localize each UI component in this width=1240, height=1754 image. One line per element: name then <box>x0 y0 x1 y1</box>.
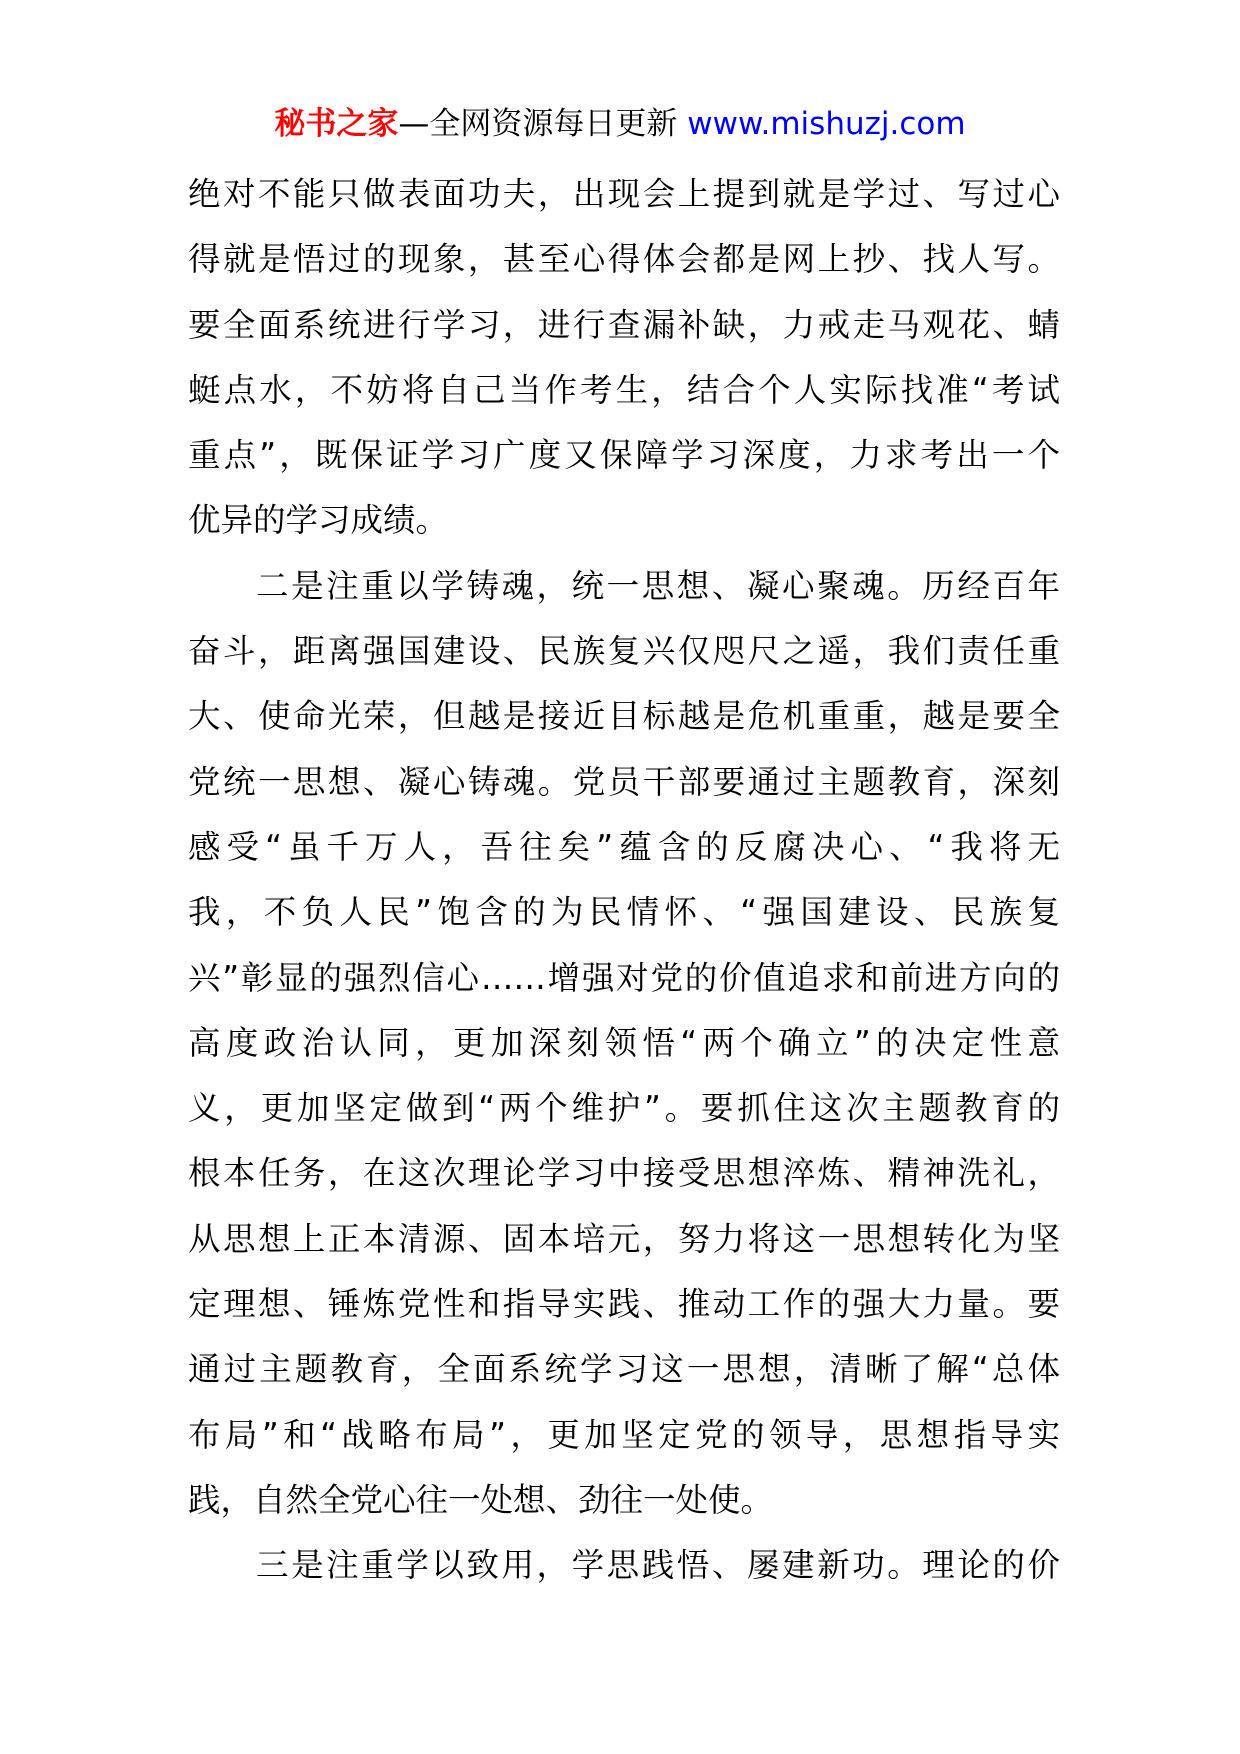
text-line: 兴”彰显的强烈信心……增强对党的价值追求和前进方向的 <box>188 958 1060 997</box>
site-url-link[interactable]: www.mishuzj.com <box>687 106 966 142</box>
site-header <box>0 102 1240 146</box>
text-line: 要全面系统进行学习，进行查漏补缺，力戒走马观花、蜻 <box>188 305 1060 344</box>
text-line: 奋斗，距离强国建设、民族复兴仅咫尺之遥，我们责任重 <box>188 632 1060 671</box>
text-line: 从思想上正本清源、固本培元，努力将这一思想转化为坚 <box>188 1219 1060 1258</box>
text-line: 践，自然全党心往一处想、劲往一处使。 <box>188 1480 774 1519</box>
text-line: 定理想、锤炼党性和指导实践、推动工作的强大力量。要 <box>188 1285 1060 1324</box>
text-line: 感受“虽千万人，吾往矣”蕴含的反腐决心、“我将无 <box>188 827 1060 866</box>
text-line: 蜓点水，不妨将自己当作考生，结合个人实际找准“考试 <box>188 370 1060 409</box>
site-tagline: —全网资源每日更新 <box>398 106 688 142</box>
text-line: 优异的学习成绩。 <box>188 501 449 540</box>
text-line: 绝对不能只做表面功夫，出现会上提到就是学过、写过心 <box>188 175 1060 213</box>
text-line: 根本任务，在这次理论学习中接受思想淬炼、精神洗礼， <box>188 1154 1060 1193</box>
text-line: 重点”，既保证学习广度又保障学习深度，力求考出一个 <box>188 436 1060 475</box>
paragraph-heading-line: 三是注重学以致用，学思践悟、屡建新功。理论的价 <box>256 1546 1060 1585</box>
paragraph-heading-line: 二是注重以学铸魂，统一思想、凝心聚魂。历经百年 <box>256 566 1060 605</box>
text-line: 党统一思想、凝心铸魂。党员干部要通过主题教育，深刻 <box>188 762 1060 801</box>
text-line: 我，不负人民”饱含的为民情怀、“强国建设、民族复 <box>188 893 1060 932</box>
text-line: 通过主题教育，全面系统学习这一思想，清晰了解“总体 <box>188 1350 1060 1389</box>
text-line: 义，更加坚定做到“两个维护”。要抓住这次主题教育的 <box>188 1089 1060 1128</box>
text-line: 大、使命光荣，但越是接近目标越是危机重重，越是要全 <box>188 697 1060 736</box>
document-body <box>188 162 1060 1599</box>
text-line: 高度政治认同，更加深刻领悟“两个确立”的决定性意 <box>188 1023 1060 1062</box>
text-line: 布局”和“战略布局”，更加坚定党的领导，思想指导实 <box>188 1415 1060 1454</box>
text-line: 得就是悟过的现象，甚至心得体会都是网上抄、找人写。 <box>188 240 1060 279</box>
site-brand: 秘书之家 <box>274 106 399 142</box>
